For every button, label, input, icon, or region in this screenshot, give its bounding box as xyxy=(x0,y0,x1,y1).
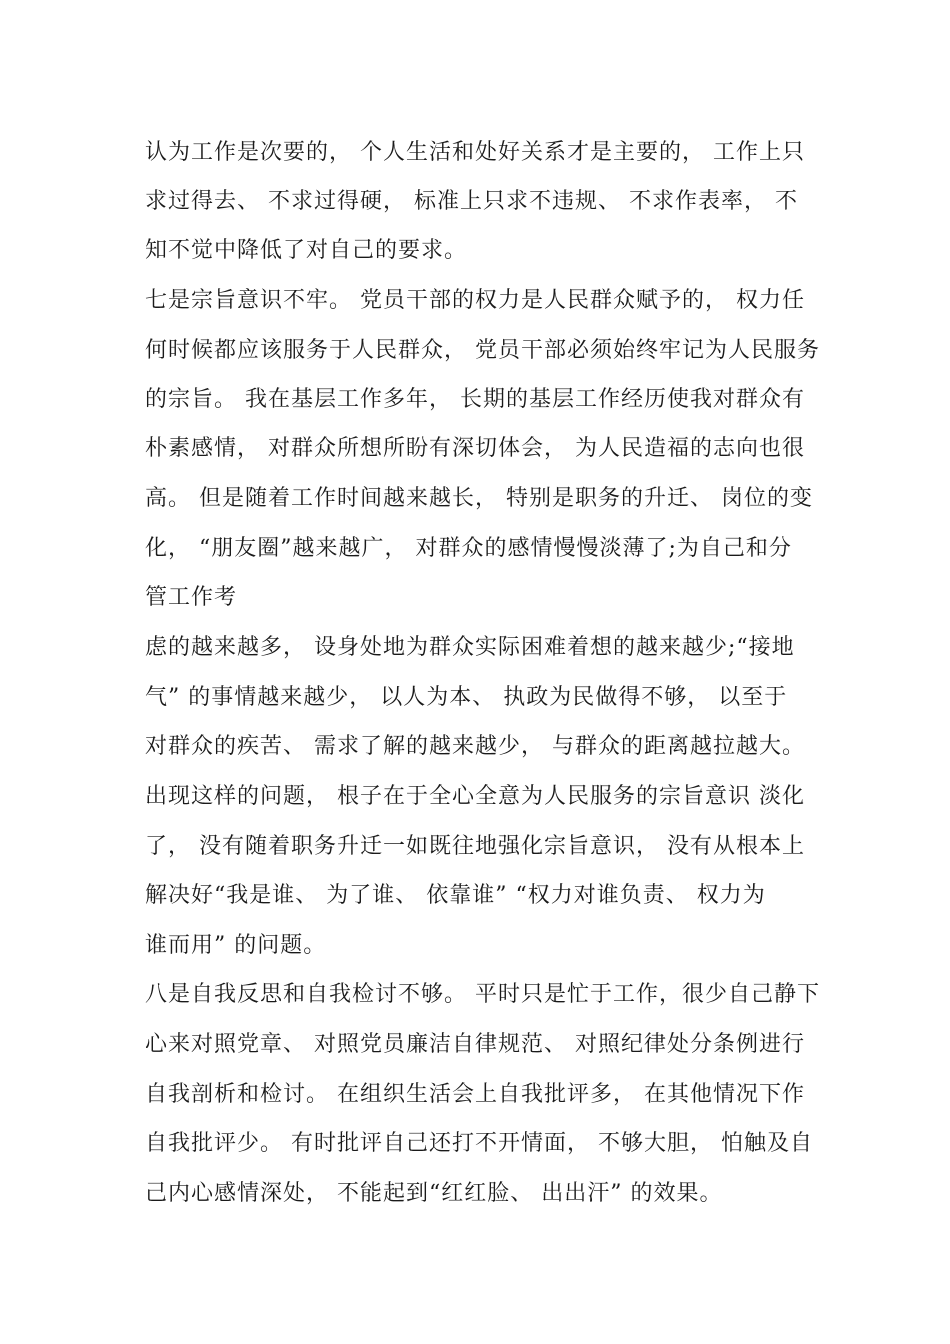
text-line-8: 高。 但是随着工作时间越来越长， 特别是职务的升迁、 岗位的变 xyxy=(145,486,813,511)
text-line-21: 自我批评少。 有时批评自己还打不开情面， 不够大胆， 怕触及自 xyxy=(145,1131,813,1156)
text-line-10: 管工作考 xyxy=(145,585,238,610)
text-line-17: 谁而用” 的问题。 xyxy=(145,933,327,958)
text-line-12: 气” 的事情越来越少， 以人为本、 执政为民做得不够， 以至于 xyxy=(145,685,788,710)
text-line-16: 解决好“我是谁、 为了谁、 依靠谁” “权力对谁负责、 权力为 xyxy=(145,883,766,908)
text-line-13: 对群众的疾苦、 需求了解的越来越少， 与群众的距离越拉越大。 xyxy=(145,734,805,759)
text-line-14: 出现这样的问题， 根子在于全心全意为人民服务的宗旨意识 淡化 xyxy=(145,784,805,809)
text-line-20: 自我剖析和检讨。 在组织生活会上自我批评多， 在其他情况下作 xyxy=(145,1082,805,1107)
text-line-18: 八是自我反思和自我检讨不够。 平时只是忙于工作，很少自己静下 xyxy=(145,982,820,1007)
text-line-5: 何时候都应该服务于人民群众， 党员干部必须始终牢记为人民服务 xyxy=(145,338,820,363)
text-line-4: 七是宗旨意识不牢。 党员干部的权力是人民群众赋予的， 权力任 xyxy=(145,288,805,313)
text-line-3: 知不觉中降低了对自己的要求。 xyxy=(145,238,468,263)
text-line-1: 认为工作是次要的， 个人生活和处好关系才是主要的， 工作上只 xyxy=(145,140,805,165)
text-line-7: 朴素感情， 对群众所想所盼有深切体会， 为人民造福的志向也很 xyxy=(145,436,805,461)
text-line-22: 己内心感情深处， 不能起到“红红脸、 出出汗” 的效果。 xyxy=(145,1181,723,1206)
text-line-9: 化， “朋友圈”越来越广， 对群众的感情慢慢淡薄了;为自己和分 xyxy=(145,536,792,561)
text-line-19: 心来对照党章、 对照党员廉洁自律规范、 对照纪律处分条例进行 xyxy=(145,1032,805,1057)
text-line-6: 的宗旨。 我在基层工作多年， 长期的基层工作经历使我对群众有 xyxy=(145,387,805,412)
text-line-11: 虑的越来越多， 设身处地为群众实际困难着想的越来越少;“接地 xyxy=(145,635,795,660)
text-line-2: 求过得去、 不求过得硬， 标准上只求不违规、 不求作表率， 不 xyxy=(145,189,798,214)
text-line-15: 了， 没有随着职务升迁一如既往地强化宗旨意识， 没有从根本上 xyxy=(145,834,805,859)
